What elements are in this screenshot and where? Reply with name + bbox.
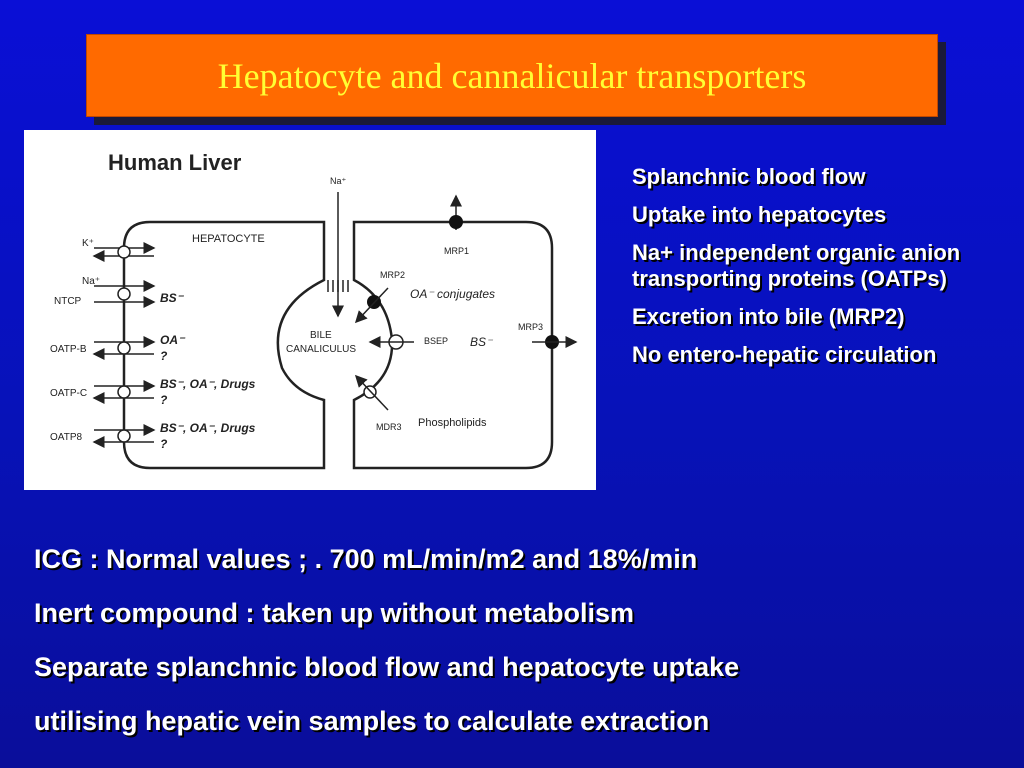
title-box: [86, 34, 938, 117]
na-label: Na⁺: [82, 276, 101, 287]
bsep-label: BSEP: [424, 336, 449, 346]
diagram-svg: [24, 130, 596, 490]
bottom-bullet-list: [34, 532, 994, 748]
hepatocyte-label: HEPATOCYTE: [192, 233, 265, 245]
diagram-heading: Human Liver: [108, 150, 242, 175]
k-transporter-icon: [118, 246, 130, 258]
mrp1-label: MRP1: [444, 246, 470, 256]
mdr3-label: MDR3: [376, 422, 402, 432]
na-top-label: Na⁺: [330, 176, 347, 186]
bottom-point-4: utilising hepatic vein samples to calculate extraction: [34, 706, 710, 736]
mrp3-label: MRP3: [518, 322, 544, 332]
slide-title: Hepatocyte and cannalicular transporters: [217, 55, 807, 96]
phospholipids-label: Phospholipids: [418, 417, 487, 429]
substrate-oatp8: BS⁻, OA⁻, Drugs: [160, 421, 256, 435]
substrate-oatp-c: BS⁻, OA⁻, Drugs: [160, 377, 256, 391]
mdr3-arrow: [356, 376, 388, 410]
right-point-5: No entero-hepatic circulation: [632, 342, 937, 367]
substrate-ntcp: BS⁻: [160, 291, 184, 305]
oa-conjugates-label: OA⁻ conjugates: [410, 287, 496, 301]
bottom-point-2: Inert compound : taken up without metabolism: [34, 598, 635, 628]
mrp1-transporter-icon: [449, 215, 463, 229]
bsep-substrate-label: BS⁻: [470, 335, 493, 349]
k-label: K⁺: [82, 238, 94, 249]
oatp-c-transporter-icon: [118, 386, 130, 398]
bottom-point-1: ICG : Normal values ; . 700 mL/min/m2 and 18%/min: [34, 544, 698, 574]
right-point-4: Excretion into bile (MRP2): [632, 304, 905, 329]
right-point-2: Uptake into hepatocytes: [632, 202, 887, 227]
oatp-c-label: OATP-C: [50, 388, 88, 399]
oatp-b-label: OATP-B: [50, 344, 87, 355]
oatp-b-transporter-icon: [118, 342, 130, 354]
bottom-point-3: Separate splanchnic blood flow and hepatocyte uptake: [34, 652, 740, 682]
substrate-oatp-c-q: ?: [160, 393, 168, 407]
liver-diagram: [24, 130, 596, 490]
right-point-3: Na+ independent organic anion transporting proteins (OATPs): [632, 240, 961, 291]
ntcp-label: NTCP: [54, 296, 82, 307]
oatp8-label: OATP8: [50, 432, 83, 443]
right-point-1: Splanchnic blood flow: [632, 164, 866, 189]
ntcp-transporter-icon: [118, 288, 130, 300]
oatp8-transporter-icon: [118, 430, 130, 442]
substrate-oatp8-q: ?: [160, 437, 168, 451]
substrate-oatp-b: OA⁻: [160, 333, 185, 347]
canaliculus-label: CANALICULUS: [286, 344, 357, 355]
mrp2-label: MRP2: [380, 270, 406, 280]
right-bullet-list: [632, 164, 1002, 380]
bile-label: BILE: [310, 330, 332, 341]
substrate-oatp-b-q: ?: [160, 349, 168, 363]
